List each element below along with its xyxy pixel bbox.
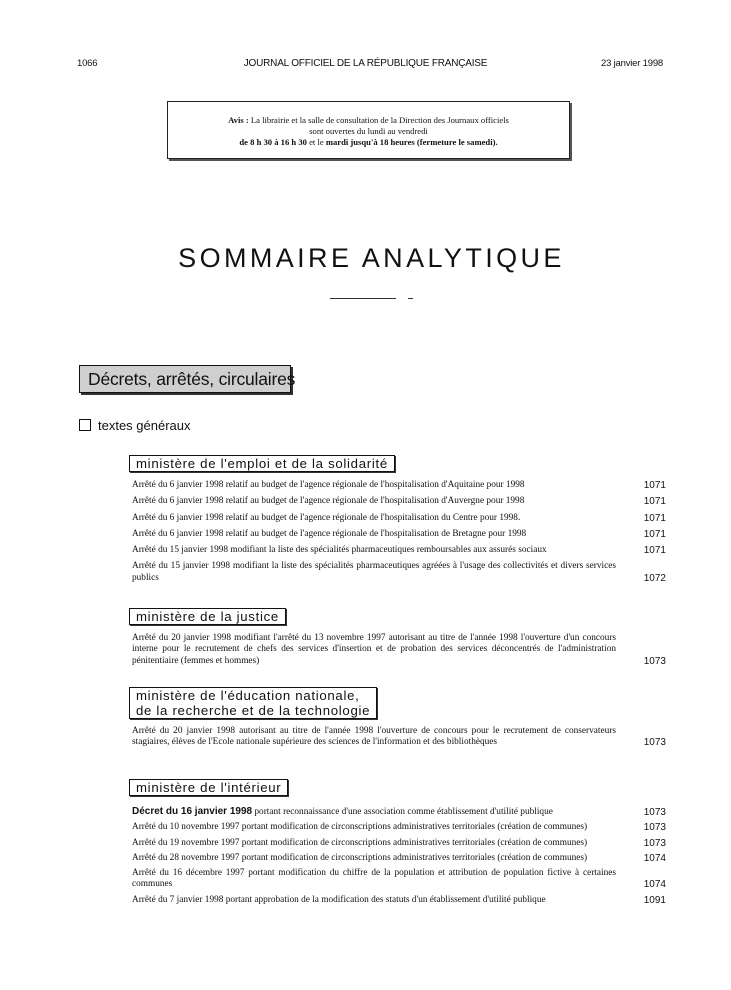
entry-text: Arrêté du 19 novembre 1997 portant modification de circonscriptions administratives territoriales (création de communes) bbox=[132, 837, 588, 848]
notice-conj: et le bbox=[309, 137, 324, 147]
list-item bbox=[132, 496, 666, 507]
entry-text: Arrêté du 6 janvier 1998 relatif au budget de l'agence régionale de l'hospitalisation du Centre pour 1998. bbox=[132, 512, 521, 523]
page-number: 1066 bbox=[77, 58, 98, 69]
entry-text: Arrêté du 7 janvier 1998 portant approbation de la modification des statuts d'un établissement d'utilité publique bbox=[132, 894, 546, 905]
ministry-entries bbox=[132, 806, 666, 906]
ministry-heading: ministère de l'emploi et de la solidarité bbox=[129, 455, 395, 472]
list-item bbox=[132, 822, 666, 833]
section-banner: Décrets, arrêtés, circulaires bbox=[79, 365, 291, 393]
ministry-heading: ministère de la justice bbox=[129, 608, 286, 625]
title-rule bbox=[330, 298, 396, 299]
list-item bbox=[132, 480, 666, 491]
entry-text: Arrêté du 10 novembre 1997 portant modification de circonscriptions administratives territoriales (création de communes) bbox=[132, 822, 588, 833]
entry-page: 1071 bbox=[643, 545, 666, 557]
subsection-label: textes généraux bbox=[98, 418, 191, 433]
list-item bbox=[132, 853, 666, 864]
entry-text: Arrêté du 6 janvier 1998 relatif au budget de l'agence régionale de l'hospitalisation d'Auvergne pour 1998 bbox=[132, 496, 525, 507]
entry-text: Arrêté du 15 janvier 1998 modifiant la liste des spécialités pharmaceutiques agréées à l'usage des collectivités et divers services publics bbox=[132, 561, 616, 583]
notice-line1: La librairie et la salle de consultation de la Direction des Journaux officiels bbox=[250, 115, 509, 125]
entry-page: 1073 bbox=[643, 807, 666, 818]
ministry-heading-line2: de la recherche et de la technologie bbox=[136, 703, 371, 718]
list-item bbox=[132, 529, 666, 540]
ministry-entries bbox=[132, 633, 666, 667]
entry-page: 1071 bbox=[643, 512, 666, 524]
entry-page: 1073 bbox=[643, 837, 666, 849]
list-item bbox=[132, 868, 666, 891]
entry-page: 1071 bbox=[643, 496, 666, 508]
entry-text: Arrêté du 20 janvier 1998 modifiant l'arrêté du 13 novembre 1997 autorisant au titre de l'année 1998 l'ouverture d'un concours interne pour le recrutement de chefs des services d'insertion et de probation des services déconcentrés de l'administration pénitentiaire (femmes et hommes) bbox=[132, 633, 616, 666]
entry-page: 1073 bbox=[643, 822, 666, 834]
list-item bbox=[132, 633, 666, 667]
title-rule-dash bbox=[408, 298, 413, 299]
entry-page: 1073 bbox=[643, 737, 666, 749]
ministry-heading bbox=[129, 687, 377, 719]
entry-page: 1074 bbox=[643, 852, 666, 864]
ministry-entries bbox=[132, 480, 666, 584]
list-item bbox=[132, 545, 666, 556]
checkbox-square-icon bbox=[79, 419, 91, 431]
list-item bbox=[132, 726, 666, 749]
ministry-entries bbox=[132, 726, 666, 749]
notice-hours: de 8 h 30 à 16 h 30 bbox=[239, 137, 307, 147]
issue-date: 23 janvier 1998 bbox=[601, 58, 663, 69]
notice-tuesday: mardi jusqu'à 18 heures (fermeture le samedi). bbox=[325, 137, 498, 147]
entry-lead: Décret du 16 janvier 1998 bbox=[132, 806, 253, 817]
entry-page: 1072 bbox=[643, 572, 666, 584]
entry-page: 1073 bbox=[643, 655, 666, 667]
list-item bbox=[132, 806, 666, 818]
entry-page: 1074 bbox=[643, 879, 666, 891]
entry-text: Arrêté du 20 janvier 1998 autorisant au titre de l'année 1998 l'ouverture de concours pour le recrutement de conservateurs stagiaires, élèves de l'Ecole nationale supérieure des sciences de l'information et des bibliothèques bbox=[132, 726, 616, 748]
ministry-heading: ministère de l'intérieur bbox=[129, 779, 288, 796]
entry-text: Arrêté du 28 novembre 1997 portant modification de circonscriptions administratives territoriales (création de communes) bbox=[132, 852, 588, 863]
subsection-heading bbox=[79, 418, 191, 433]
notice-line2: sont ouvertes du lundi au vendredi bbox=[309, 126, 428, 136]
list-item bbox=[132, 838, 666, 849]
page-title: SOMMAIRE ANALYTIQUE bbox=[178, 243, 565, 273]
notice-label: Avis : bbox=[228, 115, 249, 125]
entry-text: Arrêté du 15 janvier 1998 modifiant la liste des spécialités pharmaceutiques remboursables aux assurés sociaux bbox=[132, 545, 547, 556]
entry-text: Arrêté du 6 janvier 1998 relatif au budget de l'agence régionale de l'hospitalisation d'Aquitaine pour 1998 bbox=[132, 480, 525, 490]
notice-box bbox=[167, 101, 570, 159]
entry-text: portant reconnaissance d'une association comme établissement d'utilité publique bbox=[254, 807, 553, 817]
list-item bbox=[132, 561, 666, 584]
journal-title: JOURNAL OFFICIEL DE LA RÉPUBLIQUE FRANÇAISE bbox=[243, 58, 488, 69]
ministry-heading-line1: ministère de l'éducation nationale, bbox=[136, 688, 360, 703]
entry-page: 1071 bbox=[643, 480, 666, 491]
entry-page: 1091 bbox=[643, 894, 666, 906]
list-item bbox=[132, 895, 666, 906]
entry-text: Arrêté du 6 janvier 1998 relatif au budget de l'agence régionale de l'hospitalisation de Bretagne pour 1998 bbox=[132, 528, 527, 539]
list-item bbox=[132, 513, 666, 524]
entry-page: 1071 bbox=[643, 528, 666, 540]
entry-text: Arrêté du 16 décembre 1997 portant modification du chiffre de la population et attribution de population fictive à certaines communes bbox=[132, 868, 616, 890]
